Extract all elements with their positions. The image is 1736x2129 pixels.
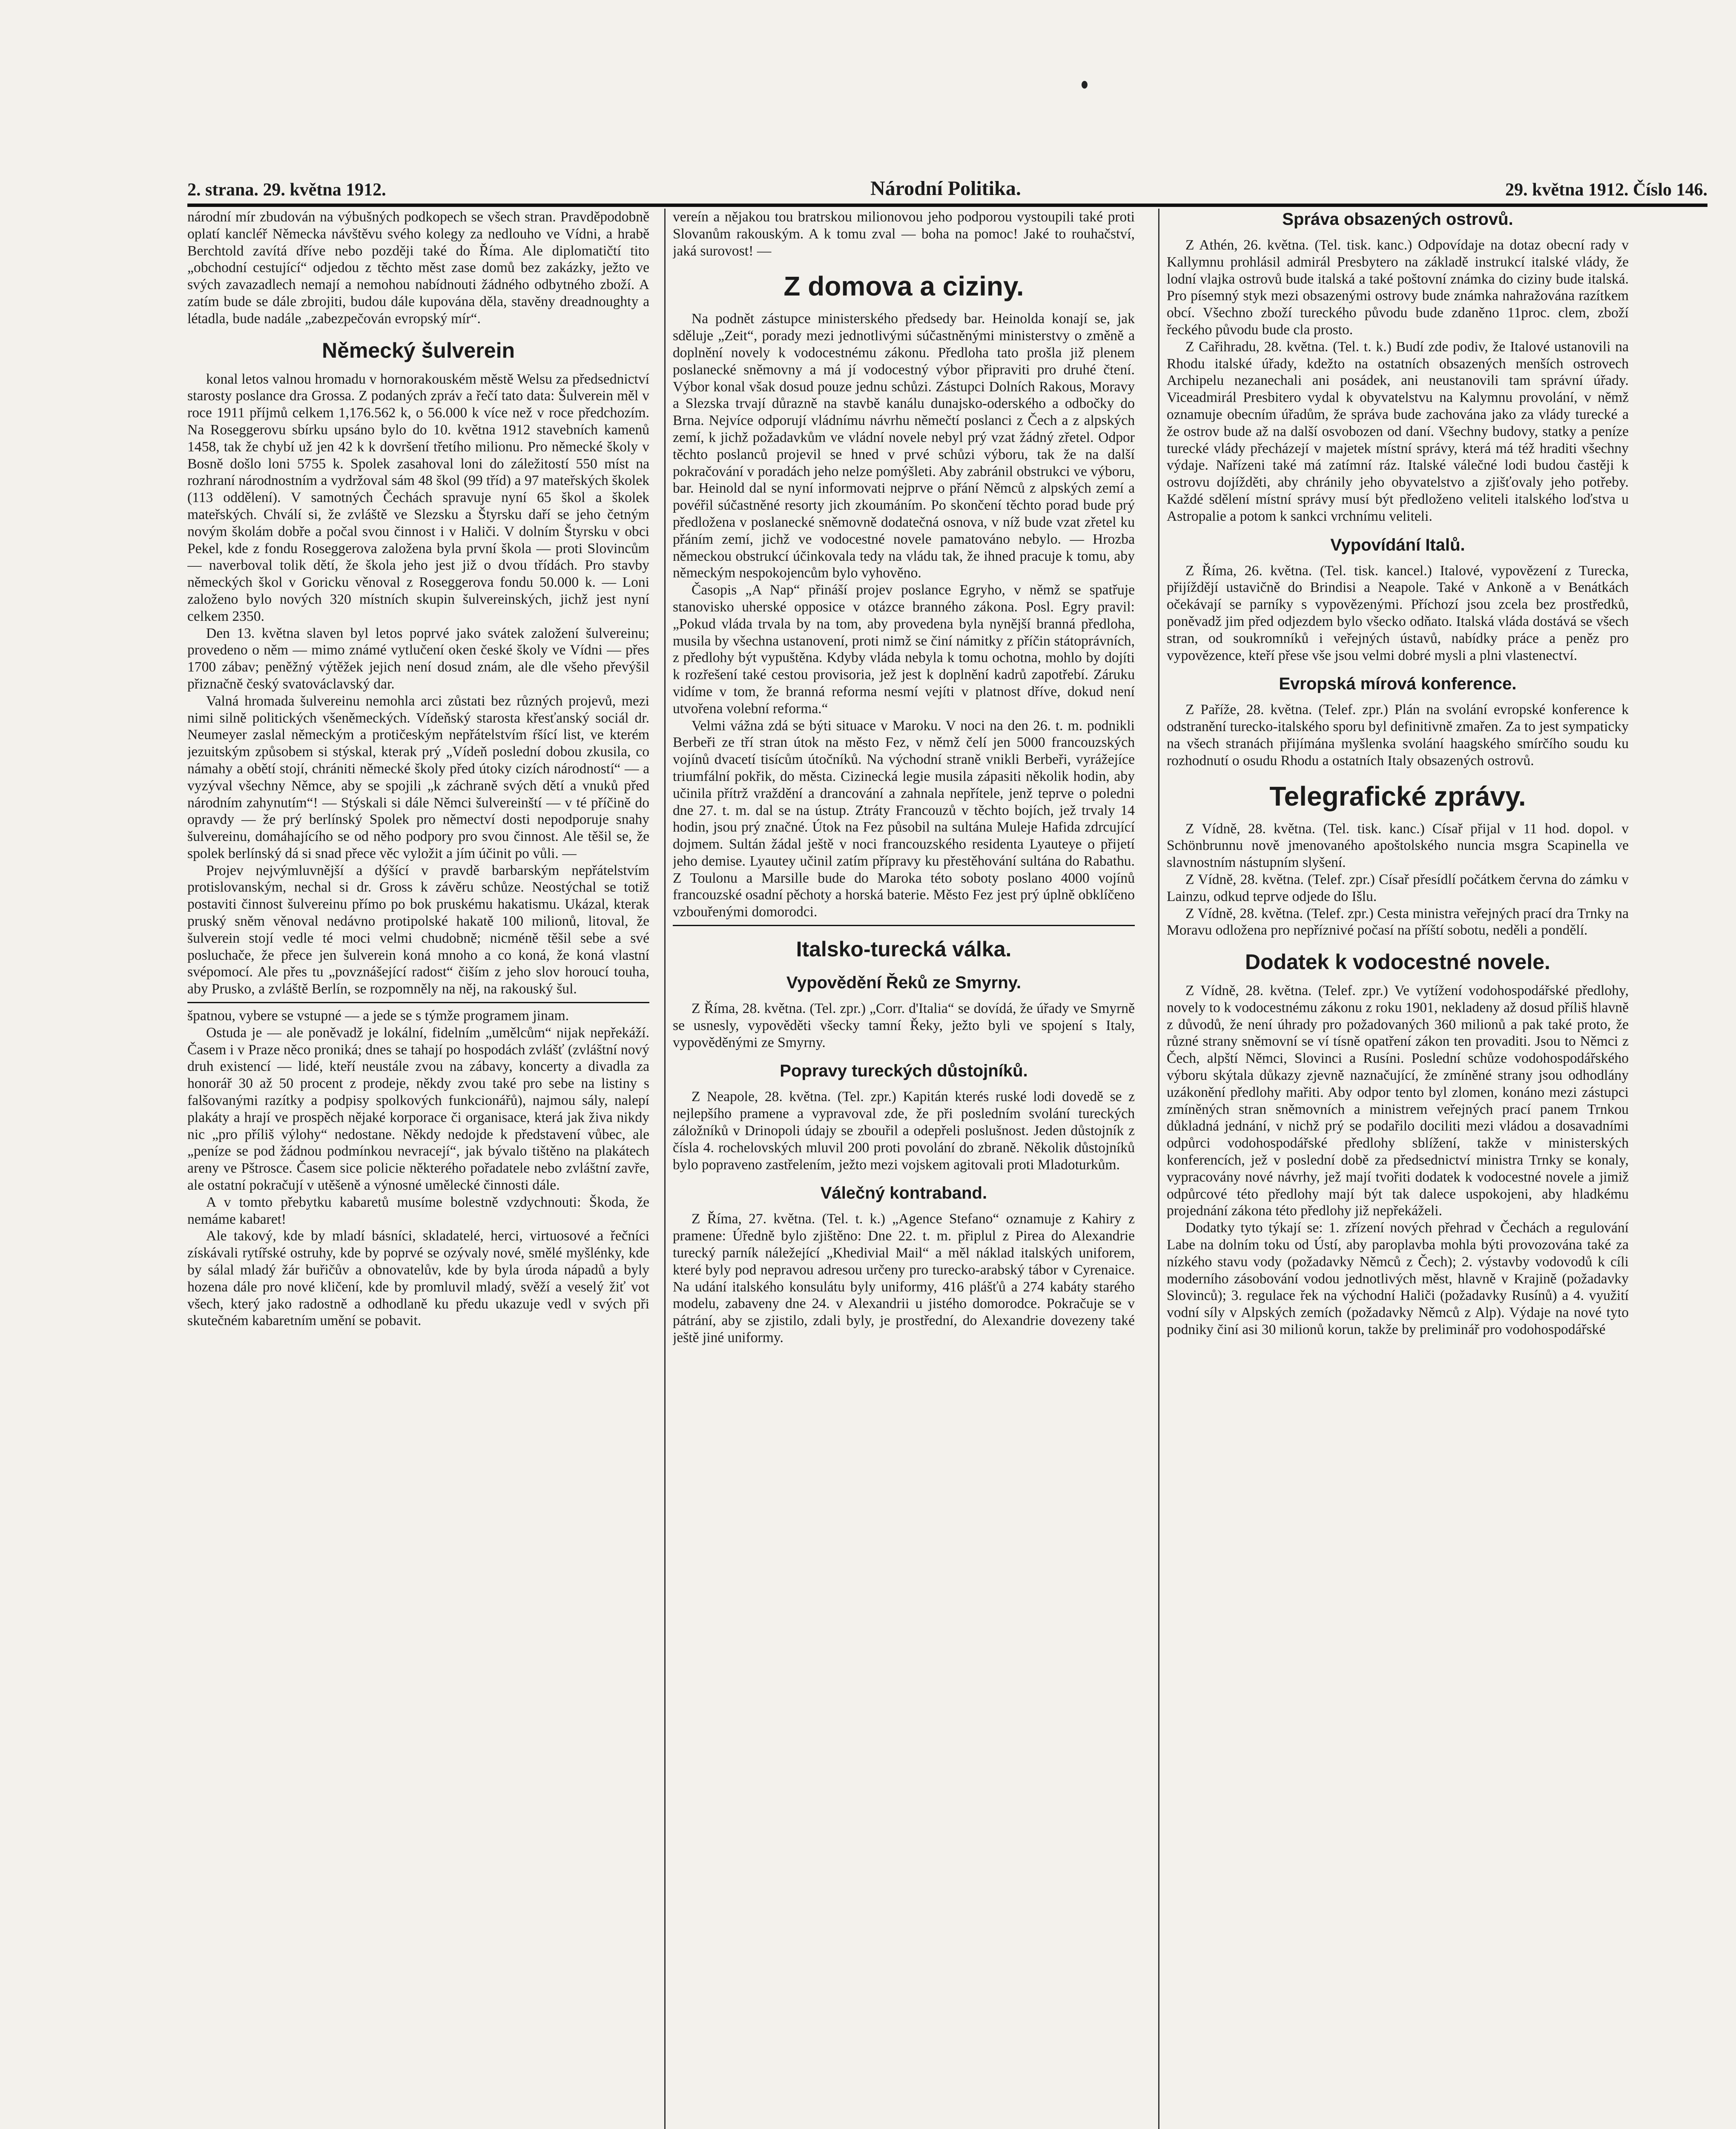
subheading: Vypovědění Řeků ze Smyrny.: [786, 973, 1022, 993]
section-heading: Telegrafické zprávy.: [1269, 780, 1526, 812]
article-text: Z Vídně, 28. května. (Telef. zpr.) Cesta ministra veřejných prací dra Trnky na Moravu odložena pro nepříznivé počasí na příští sobotu, neděli a pondělí.: [1167, 905, 1629, 938]
column-1: [187, 209, 649, 2129]
article-text: Z Neapole, 28. května. (Tel. zpr.) Kapitán kterés ruské lodi dovedě se z nejlepšího pramene a vypravoval zde, že při posledním svolání tureckých záložníků v Drinopoli údajy se zbouřil a odepřeli poslušnost. Jeden důstojník z čísla 4. rochelovských mluvil 200 proti povolání do zbraně. Několik důstojníků bylo popraveno zastřelením, ježto mezi vojskem agitovali proti Mladoturkům.: [673, 1089, 1135, 1173]
article-text: Z Říma, 26. května. (Tel. tisk. kancel.) Italové, vypovězení z Turecka, přijíždějí ustavičně do Brindisi a Neapole. Také v Ankoně a v Benátkách očekávají se parníky s vypovězenými. Příchozí jsou zcela bez prostředků, poněvadž jim před odjezdem bylo všecko odňato. Italská vláda dostává se všech stran, od soukromníků i veřejných ústavů, nabídky práce a peněz pro vypovězence, kteří přese vše jsou velmi dobré mysli a plni vlastenectví.: [1167, 562, 1629, 663]
article-text: Z Paříže, 28. května. (Telef. zpr.) Plán na svolání evropské konference k odstranění turecko-italského sporu byl definitivně zmařen. Za to jest sympaticky na všech stranách přijímána myšlenka svolání haagského smírčího soudu ku rozhodnutí o osudu Rhodu a ostatních Italy obsazených ostrovů.: [1167, 702, 1629, 769]
article-text: Velmi vážna zdá se býti situace v Maroku. V noci na den 26. t. m. podnikli Berbeři ze tří stran útok na město Fez, v němž čelí jen 5000 francouzských vojínů dvacetí tisícům útočníků. Na východní straně vnikli Berbeři, vyrážejíce triumfální pokřik, do města. Cizinecká legie musila zápasiti několik hodin, aby učinila přítrž vraždění a drancování a zahnala nepřítele, jenž teprve o poledni dne 27. t. m. dal se na ústup. Ztráty Francouzů v těchto bojích, jež trvaly 14 hodin, jsou prý značné. Útok na Fez působil na sultána Muleje Hafida zdrcující dojmem. Sultán žádal ještě v noci francouzského residenta Lyauteye o přijetí jeho demise. Lyautey učinil zatím přípravy ku přestěhování sultána do Rabathu. Z Toulonu a Marsille bude do Maroka této soboty poslano 4000 vojínů francouzské osadní pěchoty a horská baterie. Město Fez jest prý úplně obklíčeno vzbouřenými domorodci.: [673, 717, 1135, 920]
article-text: Z Vídně, 28. května. (Telef. zpr.) Císař přesídlí počátkem června do zámku v Lainzu, odkud teprve odjede do Išlu.: [1167, 871, 1629, 904]
article-text: špatnou, vybere se vstupné — a jede se s týmže programem jinam.: [187, 1008, 569, 1024]
page-header: [187, 175, 1707, 200]
article-text: Z Říma, 27. května. (Tel. t. k.) „Agence Stefano“ oznamuje z Kahiry z pramene: Úředně bylo zjištěno: Dne 22. t. m. připlul z Pirea do Alexandrie turecký parník náležející „Khedivial Mail“ a měl náklad italských uniforem, které byly pod nepravou adresou určeny pro turecko-arabský tábor v Cyrenaice. Na udání italského konsulátu byly uniformy, 416 plášťů a 274 kabáty starého modelu, zabaveny dne 24. v Alexandrii u jistého domorodce. Pokračuje se v pátrání, aby se zjistilo, zdali byly, je prostřední, do Alexandrie dovezeny také ještě jiné uniformy.: [673, 1211, 1135, 1346]
section-rule: [187, 1002, 649, 1003]
ink-spot: [1082, 81, 1088, 89]
article-text: Projev nejvýmluvnější a dýšící v pravdě barbarským nepřátelstvím protislovanským, nechal si dr. Gross k závěru schůze. Neostýchal se totiž postaviti činnost šulvereinu přímo po bok pruskému hakatismu. Ukázal, kterak pruský sněm věnoval nedávno protipolské hakatě 100 milionů, litoval, že šulverein stojí vedle té moci velmi chudobně; nicméně těšil sebe a své posluchače, že přece jen šulverein koná mnoho a co koná, že koná vlastní svépomocí. Ale přes tu „povznášející radost“ čiším z jeho slov horoucí touha, aby Prusko, a zvláště Berlín, se rozpomněly na něj, na rakouský šul.: [187, 862, 649, 997]
subheading: Vypovídání Italů.: [1330, 535, 1465, 554]
article-text: Na podnět zástupce ministerského předsedy bar. Heinolda konají se, jak sděluje „Zeit“, porady mezi jednotlivými súčastněnými ministerstvy o změně a doplnění novely k vodocestnému zákonu. Předloha tato prošla již plenem poslanecké sněmovny a má jí vodocestný výbor připraviti pro druhé čtení. Výbor konal však dosud pouze jednu schůzi. Zástupci Dolních Rakous, Moravy a Slezska trvají důrazně na stavbě kanálu dunajsko-oderského a odbočky do Brna. Nejvíce odporují vládnímu návrhu němečtí poslanci z Čech a z alpských zemí, k jichž požadavkům ve vládní novele nebyl prý vzat žádný zřetel. Odpor těchto poslanců projevil se hned v prvé schůzi výboru, tak že na další pokračování v poradách jeho nelze pomýšleti. Aby zabránil obstrukci ve výboru, bar. Heinold dal se nyní informovati nejprve o přání Němců z alpských zemí a povéřil súčastněné resorty jich zkoumáním. Po skončení těchto porad bude prý předložena v poslanecké sněmovně dodatečná osnova, v níž bude vzat zřetel ku přáním zemí, jichž ve vodocestné novele pamatováno nebylo. — Hrozba německou obstrukcí účinkovala tedy na vládu tak, že ihned pracuje k tomu, aby německým nespokojencům bylo vyhověno.: [673, 311, 1135, 581]
article-text: Časopis „A Nap“ přináší projev poslance Egryho, v němž se spatřuje stanovisko uherské opposice v otázce branného zákona. Posl. Egry pravil: „Pokud vláda trvala by na tom, aby provedena byla nynější branná předloha, musila by všechna ustanovení, proti nimž se činí námitky z příčin státoprávních, z předlohy být vypuštěna. Kdyby vláda nebyla k tomu ochotna, mohlo by dojíti k rozřešení také cestou provisoria, jež jest k doplnění kadrů zapotřebí. Záruku vidíme v tom, že branná reforma nesmí vejíti v platnost dříve, dokud není utvořena volební reforma.“: [673, 582, 1135, 717]
article-text: Z Athén, 26. května. (Tel. tisk. kanc.) Odpovídaje na dotaz obecní rady v Kallymnu prohlásil admirál Presbytero na základě instrukcí italské vlády, že lodní vlajka ostrovů bude italská a také poštovní známka do ciziny bude italská. Pro písemný styk mezi obsazenými ostrovy bude známka nahražována razítkem obcí. Všechno zboží tureckého původu bude zdaněno 11proc. clem, zboží řeckého původu bude cla prosto.: [1167, 237, 1629, 338]
subheading: Válečný kontraband.: [820, 1184, 987, 1203]
column-3: [1167, 209, 1629, 2129]
article-text: Z Vídně, 28. května. (Telef. zpr.) Ve vytížení vodohospodářské předlohy, novely to k vodocestnému zákonu z roku 1901, nekladeny až dosud příliš hlavně z důvodů, že není úhrady pro požadovaných 360 milionů a pak také proto, že různé strany sněmovní se ví tísně opatření zákon ten provaditi. Jsou to Němci z Čech, alpští Němci, Slovinci a Rusíni. Poslední schůze vodohospodářského výboru skýtala důkazy zjevně naznačující, že zmíněné strany jsou odhodlány uzákonění předlohy mařiti. Aby odpor tento byl zlomen, konáno mezi zástupci zmíněných stran sněmovních a ministrem veřejných prací panem Trnkou důkladná jednání, v nichž prý se podařilo dociliti mezi vládou a dosavadními odpůrci vodohospodářské předlohy sblížení, takže v ministerských konferencích, jež v poslední době za předsednictví ministra Trnky se konaly, vypracovány nové návrhy, jež mají tvořiti dodatek k vodocestné novele a jimiž odpůrcové této předlohy mají být tak dalece uspokojeni, aby hladkému projednání zákona této předlohy již nepřekáželi.: [1167, 983, 1629, 1219]
article-text: Dodatky tyto týkají se: 1. zřízení nových přehrad v Čechách a regulování Labe na dolním toku od Ústí, aby paroplavba mohla býti provozována také za nízkého stavu vody (požadavky Němců z Čech); 2. výstavby vodovodů k cíli moderního zásobování vodou jednotlivých měst, hlavně v Krajině (požadavky Slovinců); 3. regulace řek na východní Haliči (požadavky Rusínů) a 4. využití vodní síly v Alpských zemích (požadavky Němců z Alp). Výdaje na nové tyto podniky činí asi 30 milionů korun, takže by preliminář pro vodohospodářské: [1167, 1220, 1629, 1338]
article-text: Z Cařihradu, 28. května. (Tel. t. k.) Budí zde podiv, že Italové ustanovili na Rhodu italské úřady, kdežto na ostatních obsazených menších ostrovech Archipelu nezanechali ani posádek, ani neustanovili tam správní úřady. Viceadmirál Presbitero vydal k obyvatelstvu na Kalymnu provolání, v němž oznamuje obecním úřadům, že správa bude zachována jako za vlády turecké a že ostrov bude až na další osvobozen od daní. Všechny budovy, statky a peníze turecké vlády přecházejí v majetek místní správy, která má též hraditi všechny výdaje. Nařízeni také má zatímní ráz. Italské válečné lodi budou častěji k ostrovu dojížděti, aby chránily jeho obyvatelstvo a zjišťovaly jeho potřeby. Každé sdělení místní správy musí být předloženo veliteli italského loďstva u Astropalie a potom k sankci vrchnímu veliteli.: [1167, 339, 1629, 524]
column-divider: [664, 209, 666, 2129]
article-text: národní mír zbudován na výbušných podkopech se všech stran. Pravděpodobně oplatí kancléř Německa návštěvu svého kolegy za nedlouho ve Vídni, a hrabě Berchtold zavítá dříve nebo později také do Říma. Ale diplomatičtí tito „obchodní cestující“ odjedou z těchto měst zase domů bez zakázky, ježto ve svých zavazadlech nemají a nemohou nabídnouti žádného odbytného zboží. A zatím bude se dále zbrojiti, budou dále kupována děla, stavěny dreadnoughty a létadla, bude nadále „zabezpečován evropský mír“.: [187, 209, 649, 327]
header-masthead: Národní Politika.: [870, 177, 1021, 200]
subheading: Popravy tureckých důstojníků.: [780, 1062, 1028, 1081]
section-heading: Z domova a ciziny.: [783, 271, 1024, 302]
article-text: A v tomto přebytku kabaretů musíme bolestně vzdychnouti: Škoda, že nemáme kabaret!: [187, 1194, 649, 1227]
subheading: Správa obsazených ostrovů.: [1282, 210, 1513, 229]
article-text: Z Vídně, 28. května. (Tel. tisk. kanc.) Císař přijal v 11 hod. dopol. v Schönbrunnu nově jmenovaného apoštolského nuncia msgra Scapinella ve slavnostním nástupním slyšení.: [1167, 821, 1629, 871]
subheading: Evropská mírová konference.: [1279, 674, 1517, 694]
article-text: Z Říma, 28. května. (Tel. zpr.) „Corr. d'Italia“ se dovídá, že úřady ve Smyrně se usnesly, vypověděti všecky tamní Řeky, ježto byli ve spojení s Italy, vypověděnými ze Smyrny.: [673, 1001, 1135, 1050]
section-heading: Dodatek k vodocestné novele.: [1245, 950, 1550, 974]
article-text: Den 13. května slaven byl letos poprvé jako svátek založení šulvereinu; provedeno o něm — mimo známé vytlučení oken české školy ve Vídni — přes 1700 zábav; peněžný výtěžek jejich není dosud znám, ale dle všeho převýšil přiznačně český svatováclavský dar.: [187, 625, 649, 692]
header-right: 29. května 1912. Číslo 146.: [1505, 180, 1707, 200]
section-heading: Italsko-turecká válka.: [796, 937, 1012, 961]
article-text: Ostuda je — ale poněvadž je lokální, fidelním „umělcům“ nijak nepřekáží. Časem i v Praze něco proniká; dnes se tahají po hospodách zvlášť (zvláštní nový druh existencí — lidé, kteří neustále zvou na zábavy, koncerty a divadla za honorář 30 až 50 procent z prodeje, někdy zvou také pro sebe na listiny s falšovanými razítky a podpisy spolkových funkcionářů), najmou sály, nalepí plakáty a hrají ve prospěch nějaké korporace či organisace, která jak živa nikdy nic „pro příliš výlohy“ nedostane. Někdy nedojde k představení vůbec, ale „peníze se pod žádnou podmínkou nevracejí“, jak bývalo tištěno na plakátech areny ve Pštrosce. Časem sice policie některého pořadatele nebo zvláštní zavře, ale ostatní pokračují v utěšeně a výnosné umělecké činnosti dále.: [187, 1024, 649, 1194]
article-text: konal letos valnou hromadu v hornorakouském městě Welsu za předsednictví starosty poslance dra Grossa. Z podaných zpráv a řečí tato data: Šulverein měl v roce 1911 příjmů celkem 1,176.562 k, o 56.000 k více než v roce předchozím. Na Roseggerovu sbírku upsáno bylo do 10. května 1912 stavebních kamenů 1458, tak že chybí už jen 42 k k dovršení třetího milionu. Pro německé školy v Bosně došlo loni 5755 k. Spolek zasahoval loni do záležitostí 550 míst na rozhraní národnostním a vydržoval sám 48 škol (99 tříd) a 97 mateřských školek (113 oddělení). V samotných Čechách spravuje nyní 65 škol a školek mateřských. Chválí si, že zvláště ve Slezsku a Štyrsku daří se jeho četným novým školám dobře a počal svou činnost i v Haliči. V dolním Štyrsku v obci Pekel, kde z fondu Roseggerova založena byla první škola — proti Slovincům — naverboval tolik dětí, že škola jeho jest již o dvou třídách. Pro stavby německých škol v Goricku věnoval z Roseggerova fondu 50.000 k. — Loni založeno bylo nových 320 místních skupin šulvereinských, jichž jest nyní celkem 2350.: [187, 371, 649, 624]
header-rule: [187, 204, 1707, 207]
column-2: [673, 209, 1135, 2129]
article-text: Ale takový, kde by mladí básníci, skladatelé, herci, virtuosové a řečníci získávali rytířské ostruhy, kde by poprvé se ozývaly nové, smělé myšlénky, kde by sálal mladý žár buřičův a obnovatelův, kde by byla úroda nápadů a byly hozena dále pro nové kličení, kde by promluvil mladý, svěží a veselý žiť vot všech, který jako radostně a odhodlaně ku předu ukazuje vedl v svých při skutečném kabaretním umění se pobavit.: [187, 1228, 649, 1329]
article-heading: Německý šulverein: [321, 338, 515, 362]
column-divider: [1158, 209, 1159, 2129]
header-left: 2. strana. 29. května 1912.: [187, 180, 386, 200]
article-text: vereín a nějakou tou bratrskou milionovou jeho podporou vystoupili také proti Slovanům rakouským. A k tomu zval — boha na pomoc! Jaké to rouhačství, jaká surovost! —: [673, 209, 1135, 259]
section-rule: [673, 925, 1135, 926]
article-text: Valná hromada šulvereinu nemohla arci zůstati bez různých projevů, mezi nimi silně politických všeněmeckých. Vídeňský starosta křesťanský sociál dr. Neumeyer zaslal německým a protičeským nepřátelstvím ŕšící list, ve kterém jezuitským způsobem si stýskal, kterak prý „Vídeň poslední dobou zkusila, co námahy a obětí stojí, chrániti německé školy před útoky cizích národností“ — a vyzýval všechny Němce, aby se spojili „k záchraně svých dětí a vnuků před národním zahynutím“! — Stýskali si dále Němci šulvereinští — v té příčině do opravdy — že prý berlínský Spolek pro němectví dosti nepodporuje snahy šulvereinu, domáhajícího se od něho podpory pro svou činnost. Ale těšil se, že spolek berlínský dá si snad přece věc vyložit a jím účinit po vůli. —: [187, 693, 649, 861]
